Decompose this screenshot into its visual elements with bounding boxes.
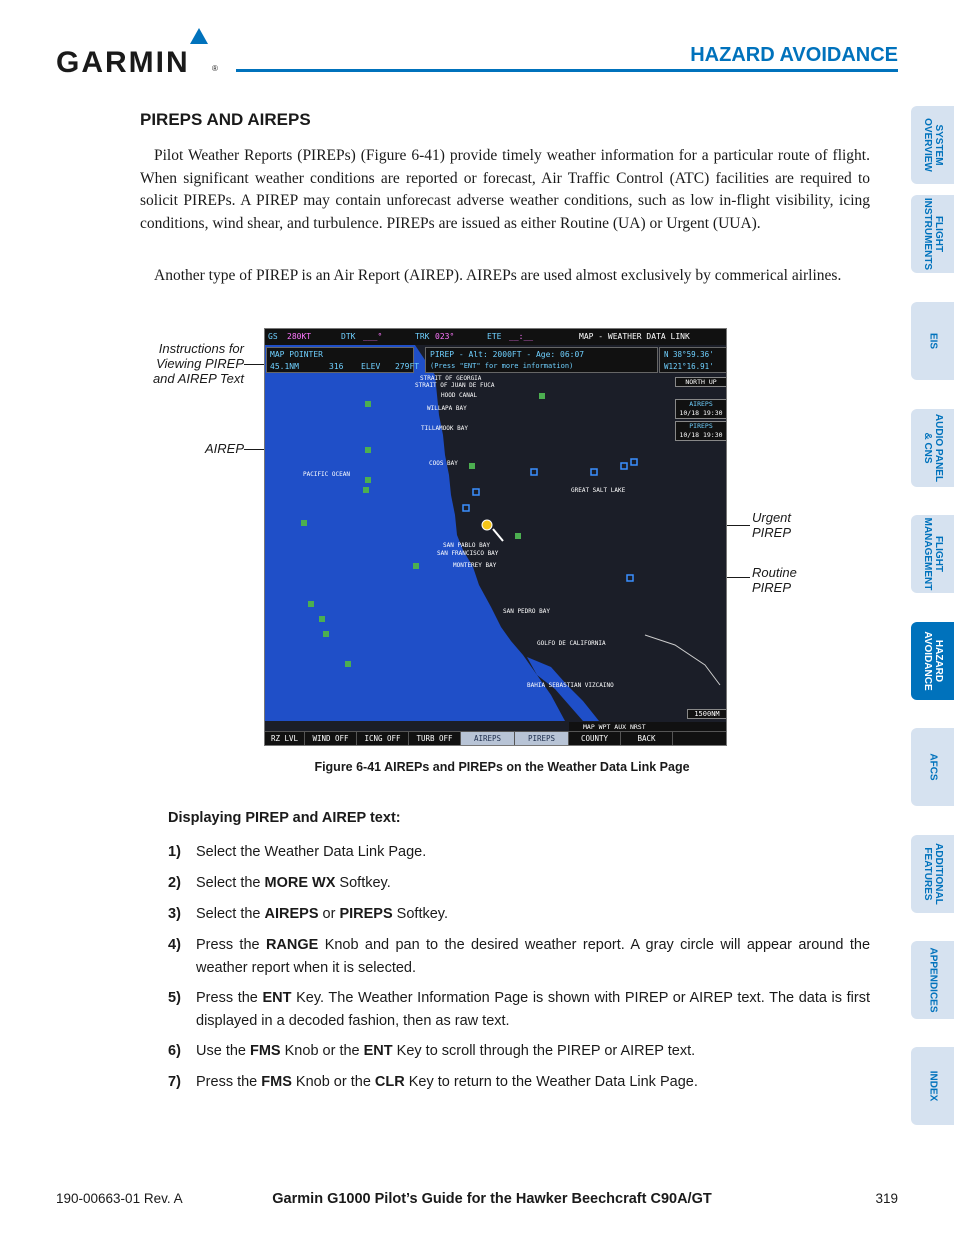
softkey-bar [265,731,727,745]
airep-symbol [363,487,369,493]
garmin-logo [56,28,226,78]
gs-value: 280KT [287,332,312,341]
tab-appendices[interactable] [911,941,954,1019]
map-label: MONTEREY BAY [453,562,497,569]
page-group-status: MAP WPT AUX NRST [569,722,727,732]
tab-label: AUDIO PANEL & CNS [921,413,944,483]
section-title: HAZARD AVOIDANCE [690,44,898,66]
map-pointer-title: MAP POINTER [270,350,323,359]
airep-symbol [319,616,325,622]
softkey[interactable]: RZ LVL [265,732,305,745]
tab-label: AFCS [927,753,938,781]
tab-audio-panel[interactable] [911,409,954,487]
airep-symbol [365,447,371,453]
legend-pireps [675,421,727,441]
airep-symbol [539,393,545,399]
step-item [168,1071,870,1094]
legend-aireps [675,399,727,419]
tab-flight-management[interactable] [911,515,954,593]
pointer-distance: 45.1NM [270,362,299,371]
map-label: STRAIT OF GEORGIA [420,375,482,382]
dtk-label: DTK [341,332,356,341]
step-text [196,841,870,864]
step-text-part: Key to scroll through the PIREP or AIREP text. [392,1043,696,1059]
elev-label: ELEV [361,362,381,371]
step-number: 4) [168,937,181,953]
tab-eis[interactable] [911,302,954,380]
trk-value: 023° [435,332,455,341]
step-text [196,934,870,980]
step-item [168,934,870,980]
step-text [196,903,870,926]
step-text-part: or [318,906,340,922]
softkey-aireps[interactable]: AIREPS [461,732,515,745]
map-label: SAN PEDRO BAY [503,608,550,615]
control-name: FMS [261,1074,292,1090]
step-item [168,987,870,1033]
tab-label: FLIGHT INSTRUMENTS [921,197,944,271]
control-name: ENT [262,990,292,1006]
control-name: FMS [250,1043,281,1059]
control-name: ENT [363,1043,393,1059]
step-number: 3) [168,906,181,922]
tab-additional-features[interactable] [911,835,954,913]
pointer-bearing: 316 [329,362,344,371]
map-label: WILLAPA BAY [427,405,467,412]
tab-label: HAZARD AVOIDANCE [921,631,944,691]
map-pointer-box [266,347,420,373]
callout-routine-pirep: Routine PIREP [752,565,797,595]
control-name: MORE WX [264,875,336,891]
weather-map [265,345,727,721]
airep-symbol [301,520,307,526]
map-label: HOOD CANAL [441,392,478,399]
mfd-top-bar [265,329,727,345]
softkey[interactable]: COUNTY [569,732,621,745]
paragraph-aireps: Another type of PIREP is an Air Report (AIREP). AIREPs are used almost exclusively by commerical airlines. [154,267,842,284]
tab-label: INDEX [927,1070,938,1102]
step-item [168,1040,870,1063]
step-text-part: Select the Weather Data Link Page. [196,844,427,860]
map-label: BAHIA SEBASTIAN VIZCAINO [527,682,614,689]
legend-aireps-time: 10/18 19:30 [679,409,723,417]
garmin-triangle-icon [190,28,208,44]
step-text-part: Key. The Weather Information Page is shown with PIREP or AIREP text. The data is first displayed in a decoded fashion, then as raw text. [196,990,871,1029]
tab-label: FLIGHT MANAGEMENT [921,517,944,591]
urgent-pirep-symbol [482,520,492,530]
control-name: RANGE [265,937,319,953]
map-label: PACIFIC OCEAN [303,471,350,478]
control-name: AIREPS [264,906,319,922]
callout-urgent-pirep: Urgent PIREP [752,510,792,540]
pirep-info-box [425,347,658,373]
step-text [196,872,870,895]
latitude: N 38°59.36' [664,350,714,359]
airep-symbol [345,661,351,667]
map-label: SAN FRANCISCO BAY [437,550,499,557]
figure-caption: Figure 6-41 AIREPs and PIREPs on the Weather Data Link Page [314,760,690,774]
page-number: 319 [875,1191,898,1206]
control-name: PIREPS [339,906,393,922]
section-heading: PIREPS AND AIREPS [140,110,311,129]
control-name: CLR [374,1074,405,1090]
step-text [196,1040,870,1063]
paragraph-pireps: Pilot Weather Reports (PIREPs) (Figure 6-41) provide timely weather information for a particular route of flight. When significant weather conditions are reported or forecast, Air Traffic Control (ATC) facilities are required to solicit PIREPs. A PIREP may contain unforecast adverse weather conditions, such as low in-flight visibility, icing conditions, wind shear, and turbulence. PIREPs are issued as either Routine (UA) or Urgent (UUA). [140,147,870,232]
step-text-part: Knob or the [280,1043,364,1059]
tab-label: APPENDICES [927,947,938,1013]
pirep-line: PIREP - Alt: 2000FT - Age: 06:07 [430,350,585,359]
header-rule [236,69,898,72]
softkey[interactable]: WIND OFF [305,732,357,745]
map-label: GOLFO DE CALIFORNIA [537,640,606,647]
airep-symbol [413,563,419,569]
map-label: SAN PABLO BAY [443,542,490,549]
softkey[interactable]: ICNG OFF [357,732,409,745]
logo-text: GARMIN [56,46,190,79]
step-number: 5) [168,990,181,1006]
weather-datalink-screenshot [264,328,727,746]
page-title: MAP - WEATHER DATA LINK [579,332,690,341]
tab-system-overview[interactable] [911,106,954,184]
tab-hazard-avoidance[interactable] [911,622,954,700]
step-number: 6) [168,1043,181,1059]
tab-label: EIS [927,332,938,350]
step-text-part: Press the [196,937,266,953]
step-item [168,872,870,895]
step-text-part: Softkey. [392,906,448,922]
footer-doc-number: 190-00663-01 Rev. A [56,1191,183,1206]
gs-label: GS [268,332,278,341]
step-text [196,1071,870,1094]
step-item [168,903,870,926]
legend-pireps-label: PIREPS [689,422,713,430]
step-text-part: Select the [196,906,265,922]
airep-symbol [365,401,371,407]
registered-mark: ® [212,64,218,73]
map-label: TILLAMOOK BAY [421,425,468,432]
map-label: COOS BAY [429,460,458,467]
longitude: W121°16.91' [664,362,714,371]
step-item [168,841,870,864]
map-label: GREAT SALT LAKE [571,487,626,494]
ete-value: __:__ [509,332,534,341]
softkey-back[interactable]: BACK [621,732,673,745]
legend-aireps-label: AIREPS [689,400,713,408]
step-text [196,987,870,1033]
trk-label: TRK [415,332,430,341]
step-text-part: Select the [196,875,265,891]
steps-title: Displaying PIREP and AIREP text: [168,810,401,826]
airep-symbol [515,533,521,539]
step-number: 1) [168,844,181,860]
ete-label: ETE [487,332,502,341]
tab-label: ADDITIONAL FEATURES [921,843,944,905]
softkey[interactable]: TURB OFF [409,732,461,745]
press-ent-hint: (Press "ENT" for more information) [430,362,574,370]
map-label: STRAIT OF JUAN DE FUCA [415,382,495,389]
orientation-label: NORTH UP [675,377,727,387]
footer-title: Garmin G1000 Pilot’s Guide for the Hawker Beechcraft C90A/GT [272,1191,712,1207]
step-text-part: Knob and pan to the desired weather report. A gray circle will appear around the weather report when it is selected. [196,937,871,976]
softkey-pireps[interactable]: PIREPS [515,732,569,745]
step-text-part: Key to return to the Weather Data Link Page. [404,1074,698,1090]
tab-index[interactable] [911,1047,954,1125]
airep-symbol [308,601,314,607]
legend-pireps-time: 10/18 19:30 [679,431,723,439]
range-readout: 1500NM [687,709,727,719]
airep-symbol [469,463,475,469]
tab-flight-instruments[interactable] [911,195,954,273]
elev-value: 279FT [395,362,420,371]
callout-instructions: Instructions for Viewing PIREP and AIREP Text [152,341,244,386]
airep-symbol [323,631,329,637]
lat-lon-box [659,347,727,373]
step-text-part: Softkey. [335,875,391,891]
step-text-part: Use the [196,1043,250,1059]
step-text-part: Knob or the [291,1074,375,1090]
step-text-part: Press the [196,1074,262,1090]
step-number: 7) [168,1074,181,1090]
step-number: 2) [168,875,181,891]
airep-symbol [365,477,371,483]
tab-label: SYSTEM OVERVIEW [921,118,944,172]
step-text-part: Press the [196,990,263,1006]
callout-airep: AIREP [204,441,244,456]
dtk-value: ___° [363,332,383,341]
